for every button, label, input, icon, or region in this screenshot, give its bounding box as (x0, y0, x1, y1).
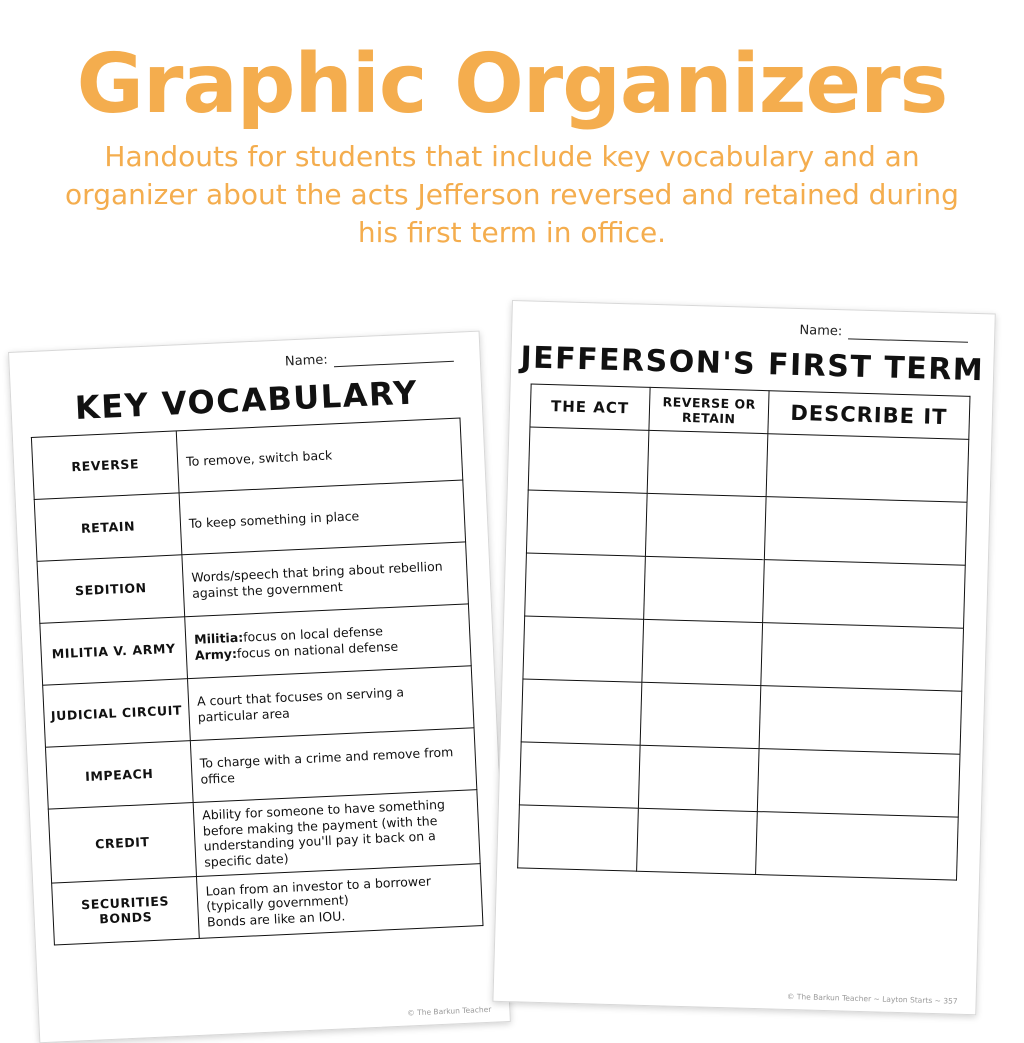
vocab-definition: Words/speech that bring about rebellion against the government (182, 542, 469, 617)
cell-describe[interactable] (764, 497, 967, 566)
vocab-term: SEDITION (37, 555, 185, 624)
vocab-definition: To remove, switch back (176, 418, 463, 493)
key-vocabulary-handout[interactable] (8, 331, 511, 1043)
name-label: Name: (799, 323, 843, 340)
vocab-term: SECURITIES BONDS (52, 876, 200, 945)
cell-reverse-retain[interactable] (645, 493, 766, 559)
cell-reverse-retain[interactable] (647, 430, 768, 496)
army-text: focus on national defense (236, 638, 399, 661)
militia-label: Militia: (193, 629, 244, 647)
vocab-definition: Loan from an investor to a borrower (typically government) Bonds are like an IOU. (196, 863, 483, 938)
cell-reverse-retain[interactable] (642, 619, 763, 685)
column-header-the-act: THE ACT (530, 384, 650, 430)
cell-reverse-retain[interactable] (644, 556, 765, 622)
column-header-describe-it: DESCRIBE IT (768, 391, 970, 440)
cell-describe[interactable] (756, 812, 959, 881)
vocab-term: RETAIN (34, 493, 182, 562)
page-header (0, 0, 1024, 251)
vocab-term: MILITIA V. ARMY (40, 617, 188, 686)
jefferson-organizer-table (517, 384, 970, 881)
cell-act[interactable] (526, 490, 647, 556)
vocab-term: JUDICIAL CIRCUIT (43, 679, 191, 748)
vocab-definition: To keep something in place (179, 480, 466, 555)
vocab-term: IMPEACH (45, 741, 193, 810)
table-row[interactable] (518, 805, 959, 880)
name-field-row (512, 301, 995, 343)
jefferson-first-term-handout[interactable] (492, 300, 995, 1015)
jefferson-sheet-title: JEFFERSON'S FIRST TERM (519, 340, 985, 389)
name-input-line[interactable] (848, 326, 968, 342)
column-header-reverse-or-retain: REVERSE OR RETAIN (649, 387, 769, 433)
vocab-term: REVERSE (31, 431, 179, 500)
cell-describe[interactable] (757, 749, 960, 818)
name-label: Name: (284, 352, 329, 370)
cell-describe[interactable] (759, 686, 962, 755)
jefferson-sheet-credit: © The Barkun Teacher ~ Layton Starts ~ 357 (786, 991, 958, 1006)
page-title: Graphic Organizers (76, 37, 948, 132)
cell-act[interactable] (519, 742, 640, 808)
cell-act[interactable] (523, 616, 644, 682)
name-input-line[interactable] (333, 349, 453, 367)
vocab-definition: A court that focuses on serving a particular area (188, 666, 475, 741)
cell-reverse-retain[interactable] (638, 745, 759, 811)
cell-describe[interactable] (766, 434, 969, 503)
vocab-term: CREDIT (48, 803, 196, 883)
vocabulary-table (31, 418, 484, 945)
vocab-definition: To charge with a crime and remove from office (190, 728, 477, 803)
cell-act[interactable] (525, 553, 646, 619)
vocab-sheet-title: KEY VOCABULARY (74, 373, 419, 427)
vocab-definition: Ability for someone to have something before making the payment (with the understanding you'll pay it back on a specific date) (193, 790, 480, 876)
cell-reverse-retain[interactable] (637, 808, 758, 874)
cell-act[interactable] (528, 427, 649, 493)
vocab-sheet-credit: © The Barkun Teacher (407, 1004, 492, 1018)
cell-describe[interactable] (763, 560, 966, 629)
jefferson-table-body (518, 427, 969, 880)
cell-reverse-retain[interactable] (640, 682, 761, 748)
page-subtitle: Handouts for students that include key vocabulary and an organizer about the acts Jefferson reversed and retained during his first term in office. (65, 140, 959, 249)
army-label: Army: (194, 645, 238, 663)
cell-act[interactable] (518, 805, 639, 871)
militia-text: focus on local defense (242, 623, 384, 645)
cell-act[interactable] (521, 679, 642, 745)
cell-describe[interactable] (761, 623, 964, 692)
